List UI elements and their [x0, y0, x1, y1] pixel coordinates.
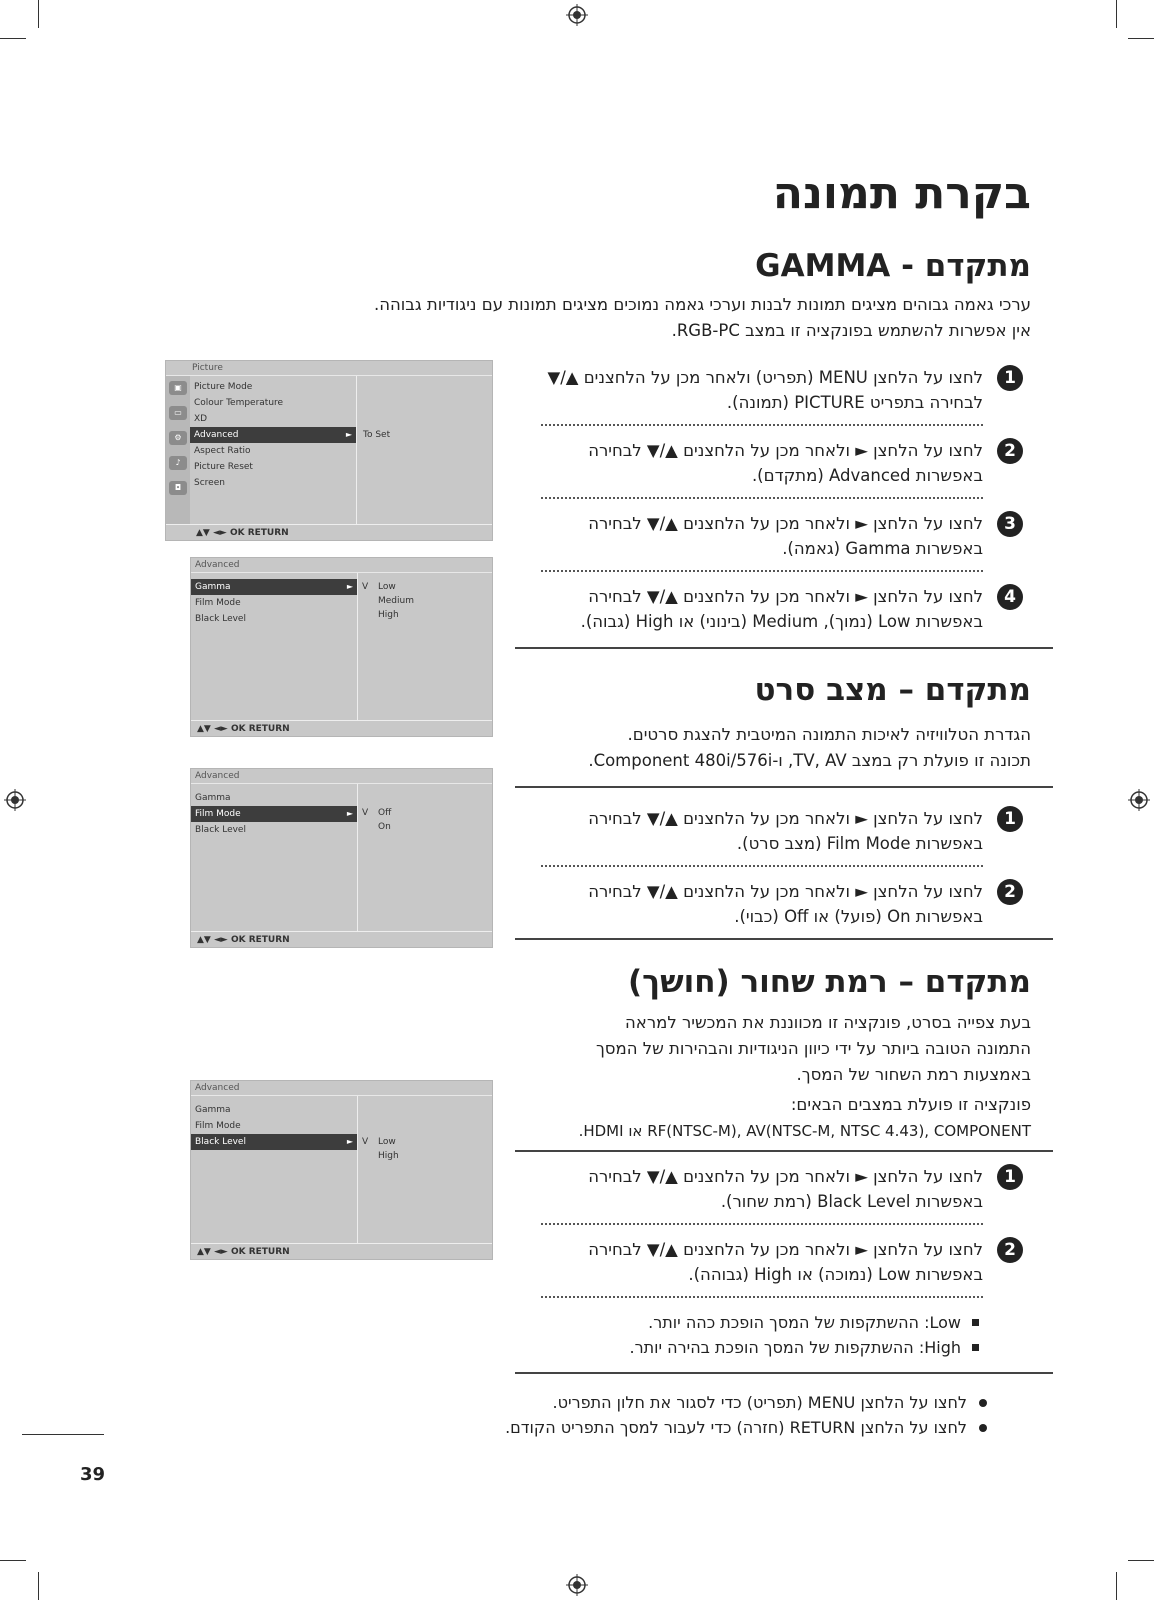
osd-option-label: Low: [378, 1137, 396, 1147]
crop-mark: [0, 38, 26, 39]
registration-mark-icon: [566, 1574, 588, 1596]
step-number: 1: [997, 365, 1023, 391]
black-intro-line: RF(NTSC-M), AV(NTSC-M, NTSC 4.43), COMPONENT או HDMI.: [578, 1122, 1031, 1140]
step-text: לחצו על הלחצן MENU (תפריט) ולאחר מכן על הלחצנים ▲/▼: [547, 368, 983, 387]
black-steps: [491, 1164, 1031, 1360]
osd-footer: ▲▼ ◄► OK RETURN: [191, 1243, 492, 1259]
osd-option[interactable]: High: [378, 1151, 399, 1161]
step-text: באפשרות On (פועל) או Off (כבוי).: [734, 907, 983, 926]
section-divider: [515, 1150, 1053, 1152]
film-intro: [431, 722, 1031, 774]
osd-option-checked[interactable]: [358, 806, 492, 820]
tip-item: לחצו על הלחצן RETURN (חזרה) כדי לעבור למסך התפריט הקודם.: [505, 1415, 989, 1440]
step-number: 1: [997, 806, 1023, 832]
osd-item-list: [191, 1102, 357, 1150]
osd-option[interactable]: To Set: [363, 430, 391, 440]
registration-mark-icon: [1128, 789, 1150, 811]
osd-submenu: [357, 1096, 492, 1243]
option-icon: ⚙: [169, 431, 187, 445]
dotted-divider: [541, 1223, 983, 1225]
step-number: 2: [997, 438, 1023, 464]
black-intro-line: בעת צפייה בסרט, פונקציה זו מכווננת את המכשיר למראה: [625, 1013, 1031, 1032]
registration-mark-icon: [566, 4, 588, 26]
osd-item-selected[interactable]: [191, 1134, 357, 1150]
black-intro-line: התמונה הטובה ביותר על ידי כיוון הניגודיות והבהירות של המסך: [595, 1039, 1031, 1058]
black-section-title: מתקדם – רמת שחור (חושך): [628, 964, 1031, 1000]
check-mark-icon: V: [362, 582, 369, 592]
osd-item[interactable]: Aspect Ratio: [194, 446, 251, 456]
step-item: [491, 1237, 1031, 1287]
osd-advanced-gamma: [190, 557, 493, 737]
footer-line: [22, 1434, 104, 1435]
step-text: לחצו על הלחצן ► ולאחר מכן על הלחצנים ▲/▼ לבחירה: [588, 514, 983, 533]
step-text: באפשרות Advanced (מתקדם).: [751, 466, 983, 485]
osd-item[interactable]: Screen: [194, 478, 225, 488]
osd-item[interactable]: Picture Reset: [194, 462, 253, 472]
osd-item[interactable]: Film Mode: [195, 598, 241, 608]
osd-option-label: Low: [378, 582, 396, 592]
step-text: באפשרות Low (נמוכה) או High (גבוהה).: [688, 1265, 983, 1284]
note-item: Low: ההשתקפות של המסך הופכת כהה יותר.: [491, 1310, 983, 1335]
step-number: 4: [997, 584, 1023, 610]
gamma-intro-line: ערכי גאמה גבוהים מציגים תמונות לבנות וערכי גאמה נמוכים מציגים תמונות עם ניגודיות גבוהה.: [374, 295, 1031, 314]
dotted-divider: [541, 424, 983, 426]
osd-item[interactable]: XD: [194, 414, 208, 424]
step-item: [491, 584, 1031, 634]
picture-icon: ▣: [169, 381, 187, 395]
page-title: בקרת תמונה: [772, 168, 1031, 219]
dotted-divider: [541, 865, 983, 867]
step-item: [491, 1164, 1031, 1214]
step-item: [491, 879, 1031, 929]
film-intro-line: הגדרת הטלוויזיה לאיכות התמונה המיטבית להצגת סרטים.: [627, 725, 1031, 744]
screen-icon: ▭: [169, 406, 187, 420]
section-divider: [515, 938, 1053, 940]
osd-header: Picture: [166, 361, 492, 376]
registration-mark-icon: [4, 789, 26, 811]
black-intro-line: פונקציה זו פועלת במצבים הבאים:: [790, 1095, 1031, 1114]
crop-mark: [1116, 0, 1117, 28]
step-text: באפשרות Film Mode (מצב סרט).: [736, 834, 983, 853]
crop-mark: [1128, 38, 1154, 39]
section-divider: [515, 647, 1053, 649]
osd-advanced-film-mode: [190, 768, 493, 948]
crop-mark: [0, 1560, 26, 1561]
osd-item[interactable]: Picture Mode: [194, 382, 253, 392]
check-mark-icon: V: [362, 1137, 369, 1147]
section-divider: [515, 1372, 1053, 1374]
osd-item[interactable]: Gamma: [195, 793, 231, 803]
osd-item-selected[interactable]: [191, 806, 357, 822]
check-mark-icon: V: [362, 808, 369, 818]
step-text: לחצו על הלחצן ► ולאחר מכן על הלחצנים ▲/▼ לבחירה: [588, 1167, 983, 1186]
gamma-intro-line: אין אפשרות להשתמש בפונקציה זו במצב RGB-PC.: [671, 321, 1031, 340]
osd-option-checked[interactable]: [358, 580, 492, 594]
osd-icon-bar: [166, 376, 190, 524]
step-text: לבחירה בתפריט PICTURE (תמונה).: [726, 393, 983, 412]
step-text: לחצו על הלחצן ► ולאחר מכן על הלחצנים ▲/▼ לבחירה: [588, 809, 983, 828]
dotted-divider: [541, 570, 983, 572]
right-arrow-icon: ►: [345, 430, 352, 439]
osd-header: Advanced: [191, 769, 492, 784]
crop-mark: [1128, 1560, 1154, 1561]
note-item: High: ההשתקפות של המסך הופכת בהירה יותר.: [491, 1335, 983, 1360]
step-text: באפשרות Gamma (גאמה).: [782, 539, 983, 558]
step-item: [491, 365, 1031, 415]
osd-item[interactable]: Colour Temperature: [194, 398, 284, 408]
dotted-divider: [541, 497, 983, 499]
film-steps: [491, 806, 1031, 929]
step-text: באפשרות Black Level (רמת שחור).: [720, 1192, 983, 1211]
step-text: לחצו על הלחצן ► ולאחר מכן על הלחצנים ▲/▼ לבחירה: [588, 587, 983, 606]
osd-submenu: [357, 784, 492, 931]
osd-item-label: Gamma: [195, 582, 231, 592]
osd-item-selected[interactable]: [190, 427, 356, 443]
step-number: 1: [997, 1164, 1023, 1190]
step-text: לחצו על הלחצן ► ולאחר מכן על הלחצנים ▲/▼ לבחירה: [588, 441, 983, 460]
tip-item: לחצו על הלחצן MENU (תפריט) כדי לסגור את חלון התפריט.: [505, 1390, 989, 1415]
crop-mark: [38, 0, 39, 28]
right-arrow-icon: ►: [346, 809, 353, 818]
crop-mark: [38, 1572, 39, 1600]
osd-picture-menu: [165, 360, 493, 541]
step-item: [491, 806, 1031, 856]
step-text: לחצו על הלחצן ► ולאחר מכן על הלחצנים ▲/▼ לבחירה: [588, 1240, 983, 1259]
osd-submenu: [356, 376, 492, 524]
osd-item-list: [191, 790, 357, 838]
step-number: 2: [997, 879, 1023, 905]
osd-item[interactable]: Gamma: [195, 1105, 231, 1115]
gamma-section-title: מתקדם - GAMMA: [755, 248, 1031, 284]
dotted-divider: [541, 1296, 983, 1298]
film-intro-line: תכונה זו פועלת רק במצב TV, AV, ו-Component 480i/576i.: [588, 751, 1031, 770]
osd-submenu: [357, 573, 492, 720]
section-divider: [515, 786, 1053, 788]
osd-footer: ▲▼ ◄► OK RETURN: [166, 524, 492, 540]
osd-item-label: Film Mode: [195, 809, 241, 819]
lock-icon: ◘: [169, 481, 187, 495]
osd-footer: ▲▼ ◄► OK RETURN: [191, 720, 492, 736]
right-arrow-icon: ►: [346, 582, 353, 591]
step-number: 2: [997, 1237, 1023, 1263]
osd-option[interactable]: High: [378, 610, 399, 620]
step-text: באפשרות Low (נמוך), Medium (בינוני) או High (גבוה).: [580, 612, 983, 631]
osd-option-checked[interactable]: [358, 1135, 492, 1149]
gamma-intro: [131, 292, 1031, 344]
osd-option-label: Off: [378, 808, 392, 818]
osd-item[interactable]: Black Level: [195, 614, 246, 624]
osd-header: Advanced: [191, 558, 492, 573]
osd-advanced-black-level: [190, 1080, 493, 1260]
osd-item[interactable]: Black Level: [195, 825, 246, 835]
menu-tips: [505, 1390, 989, 1440]
osd-item-label: Black Level: [195, 1137, 246, 1147]
osd-option[interactable]: Medium: [378, 596, 414, 606]
osd-item-list: [190, 379, 356, 491]
osd-header: Advanced: [191, 1081, 492, 1096]
right-arrow-icon: ►: [346, 1137, 353, 1146]
gamma-steps: [491, 365, 1031, 634]
page-number: 39: [80, 1464, 106, 1485]
black-intro-line: באמצעות רמת השחור של המסך.: [796, 1065, 1031, 1084]
osd-item[interactable]: Film Mode: [195, 1121, 241, 1131]
crop-mark: [1116, 1572, 1117, 1600]
step-text: לחצו על הלחצן ► ולאחר מכן על הלחצנים ▲/▼ לבחירה: [588, 882, 983, 901]
osd-item-label: Advanced: [194, 430, 239, 440]
audio-icon: ♪: [169, 456, 187, 470]
step-number: 3: [997, 511, 1023, 537]
osd-footer: ▲▼ ◄► OK RETURN: [191, 931, 492, 947]
osd-item-selected[interactable]: [191, 579, 357, 595]
step-item: [491, 511, 1031, 561]
osd-option[interactable]: On: [378, 822, 391, 832]
osd-item-list: [191, 579, 357, 627]
step-item: [491, 438, 1031, 488]
film-section-title: מתקדם – מצב סרט: [754, 672, 1031, 708]
